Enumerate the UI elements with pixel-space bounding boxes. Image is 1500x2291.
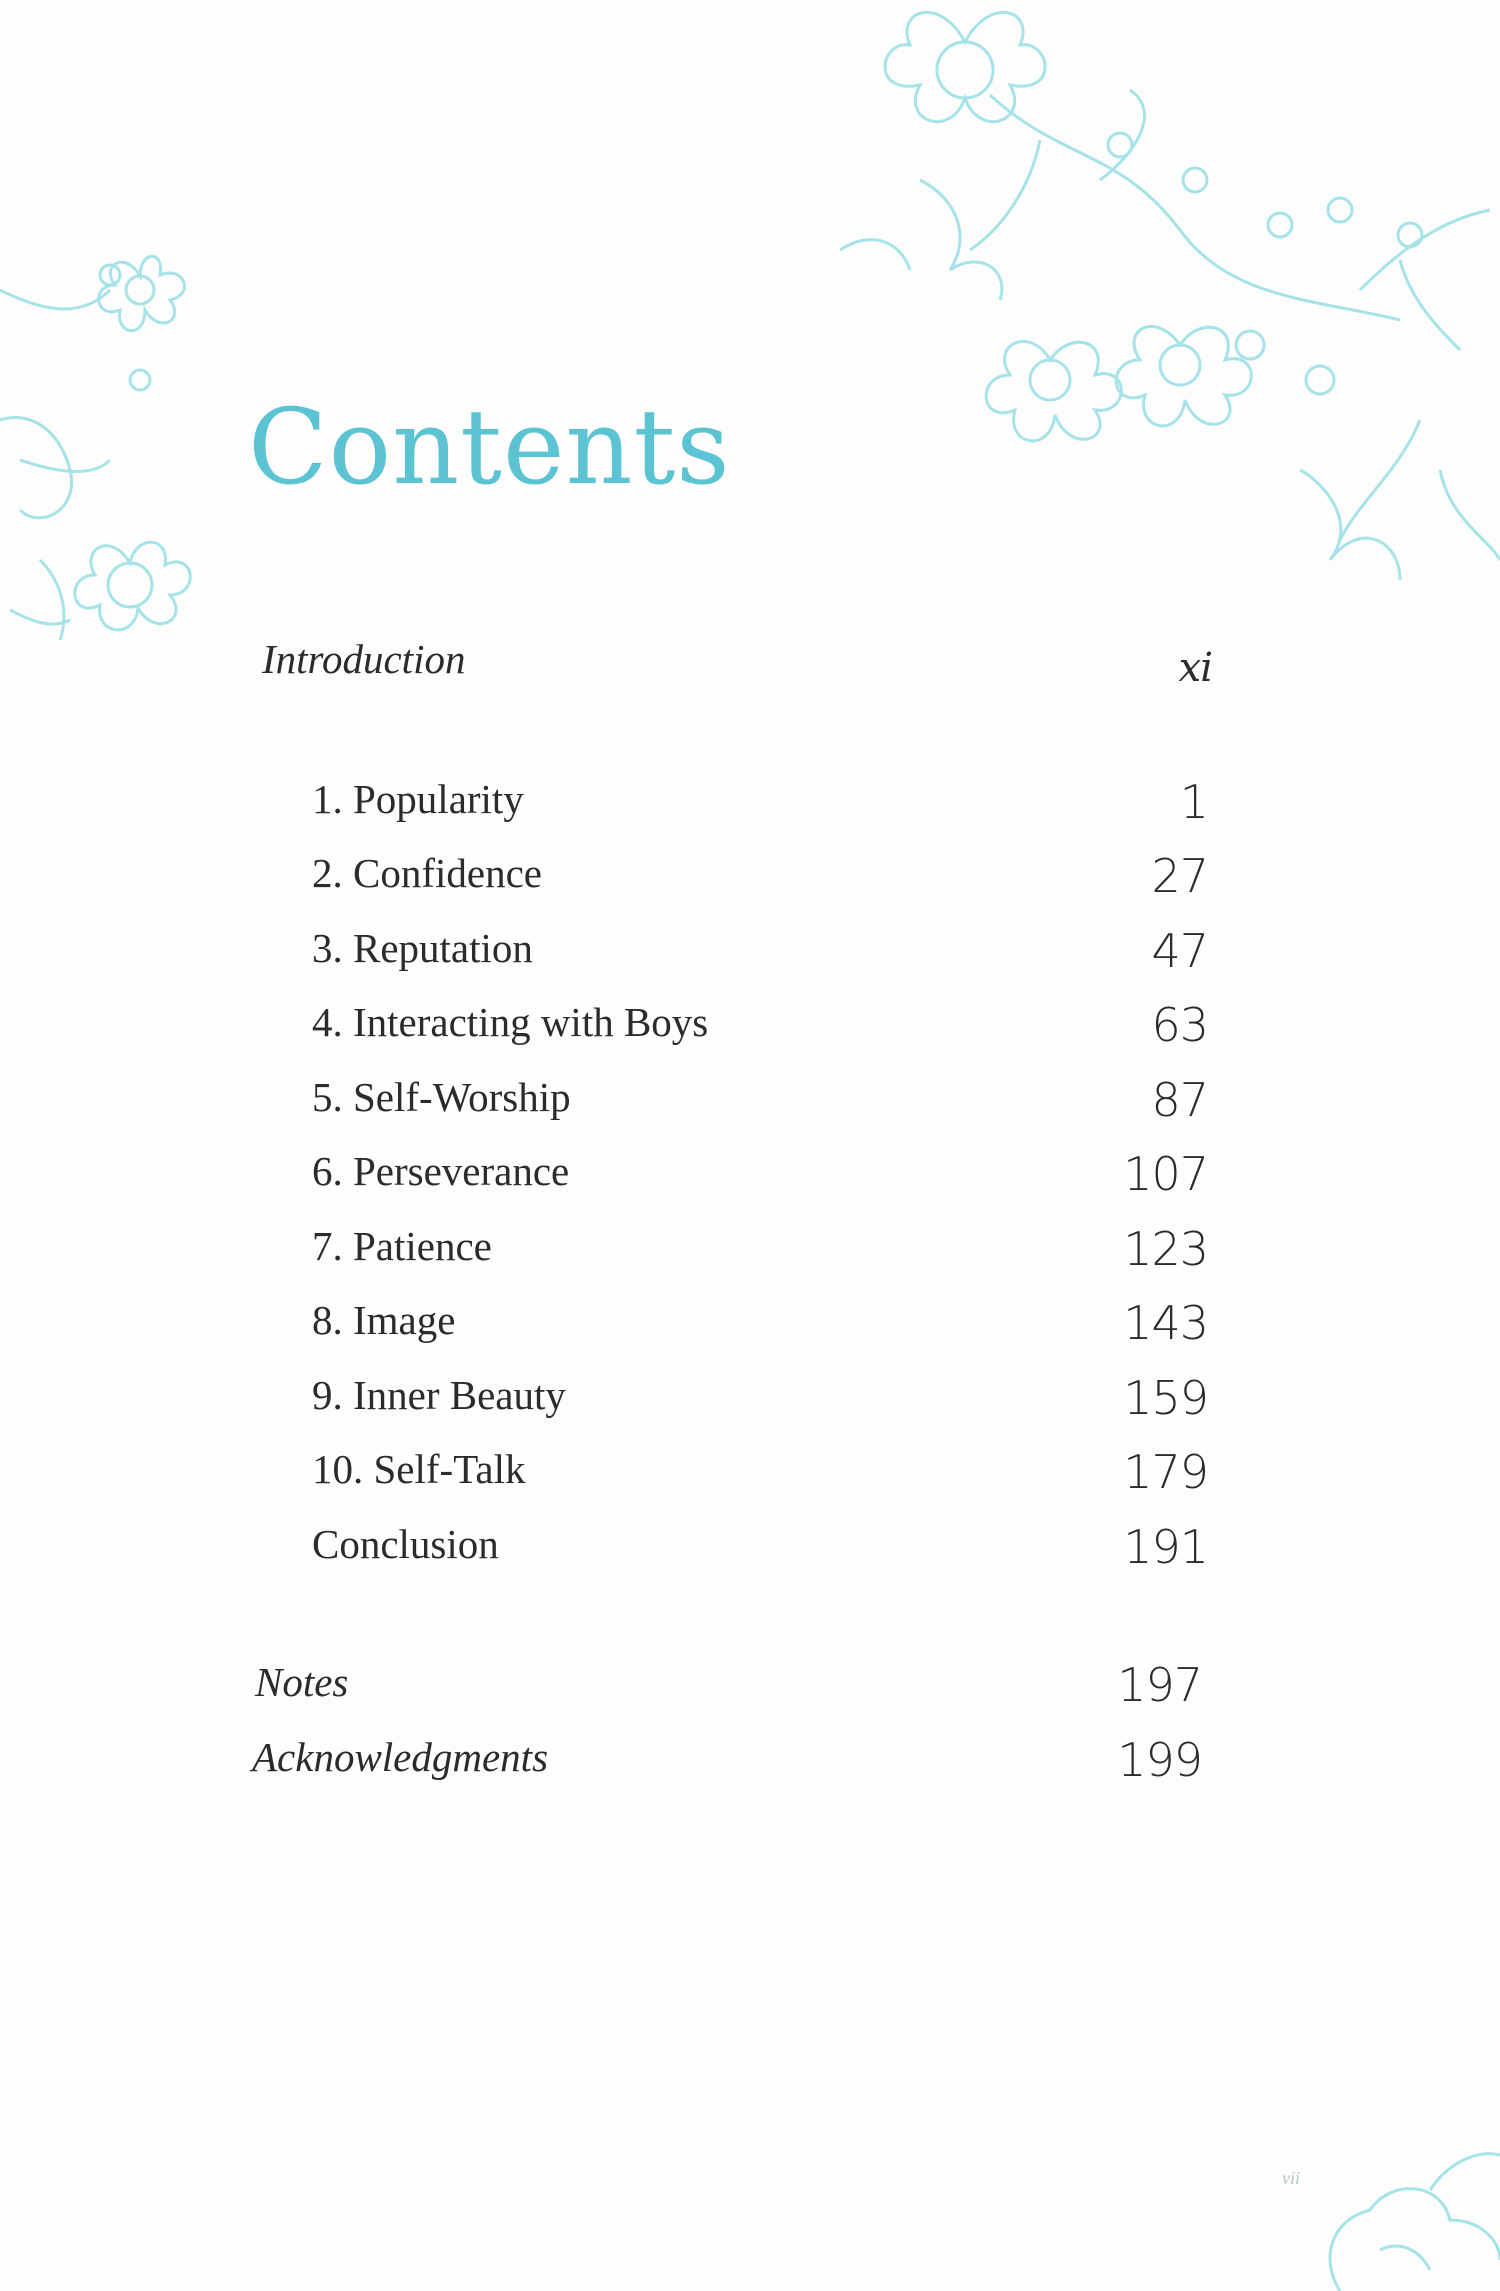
toc-entry-page-number: 87 (1151, 1073, 1208, 1127)
toc-entry-page-number: 107 (1123, 1147, 1208, 1201)
toc-entry-label: 2. Confidence (312, 850, 542, 896)
floral-decoration-icon (0, 230, 200, 650)
toc-entry-label: 1. Popularity (312, 776, 524, 822)
toc-entry-label: 7. Patience (312, 1223, 492, 1269)
toc-entry-label: 3. Reputation (312, 925, 533, 971)
toc-entry-label: 8. Image (312, 1297, 456, 1343)
toc-entry-page-number: 123 (1123, 1222, 1208, 1276)
toc-entry-label: 4. Interacting with Boys (312, 999, 709, 1045)
toc-entry-page-number: 27 (1151, 849, 1208, 903)
toc-entry-chapter-9[interactable] (0, 1371, 1500, 1431)
toc-entry-label: 9. Inner Beauty (312, 1372, 566, 1418)
toc-entry-introduction[interactable] (0, 635, 1500, 695)
toc-entry-acknowledgments[interactable] (0, 1733, 1500, 1793)
toc-entry-page-number: 199 (1117, 1733, 1202, 1787)
toc-entry-page-number: 197 (1117, 1658, 1202, 1712)
toc-entry-chapter-8[interactable] (0, 1296, 1500, 1356)
toc-entry-label: 6. Perseverance (312, 1148, 570, 1194)
toc-entry-page-number: 191 (1123, 1520, 1208, 1574)
toc-entry-chapter-7[interactable] (0, 1222, 1500, 1282)
page-title: Contents (248, 386, 731, 508)
toc-entry-conclusion[interactable] (0, 1520, 1500, 1580)
floral-decoration-icon (1260, 2100, 1500, 2291)
toc-entry-notes[interactable] (0, 1658, 1500, 1718)
toc-entry-label: 5. Self-Worship (312, 1074, 571, 1120)
toc-entry-label: Introduction (262, 636, 466, 682)
toc-entry-label: 10. Self-Talk (312, 1446, 526, 1492)
toc-entry-page-number: 159 (1123, 1371, 1208, 1425)
toc-entry-label: Notes (255, 1659, 349, 1705)
toc-entry-chapter-1[interactable] (0, 775, 1500, 835)
toc-entry-chapter-10[interactable] (0, 1445, 1500, 1505)
toc-entry-label: Conclusion (312, 1521, 499, 1567)
toc-entry-page-number: 63 (1151, 998, 1208, 1052)
toc-entry-chapter-6[interactable] (0, 1147, 1500, 1207)
toc-entry-page-number: 1 (1179, 775, 1208, 829)
toc-entry-chapter-3[interactable] (0, 924, 1500, 984)
toc-entry-page-number: 47 (1151, 924, 1208, 978)
page-folio: vii (1282, 2168, 1300, 2188)
toc-entry-label: Acknowledgments (252, 1734, 549, 1780)
toc-entry-chapter-5[interactable] (0, 1073, 1500, 1133)
toc-entry-page-number: 143 (1123, 1296, 1208, 1350)
toc-entry-page-number: xi (1178, 645, 1212, 691)
toc-entry-page-number: 179 (1123, 1445, 1208, 1499)
toc-entry-chapter-4[interactable] (0, 998, 1500, 1058)
toc-entry-chapter-2[interactable] (0, 849, 1500, 909)
floral-decoration-icon (800, 0, 1500, 620)
